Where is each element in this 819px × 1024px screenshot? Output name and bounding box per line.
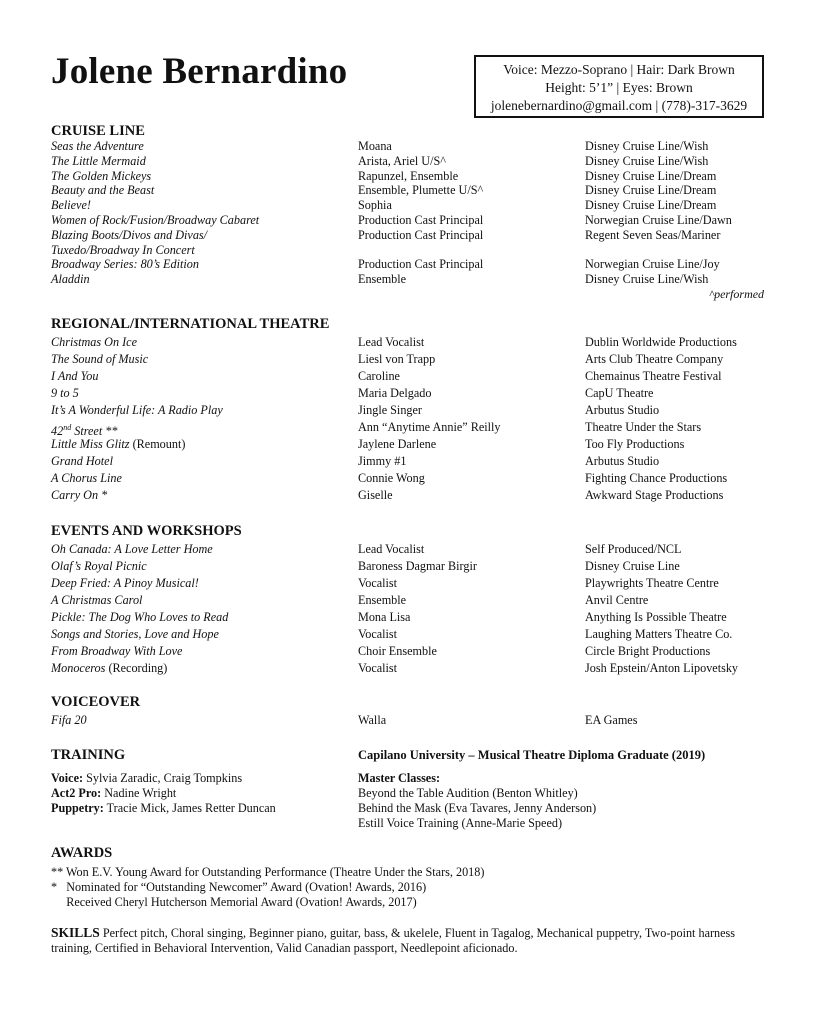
credit-company: Self Produced/NCL: [585, 542, 682, 556]
credit-row: [51, 198, 771, 213]
credit-company: Chemainus Theatre Festival: [585, 369, 722, 383]
training-school: Capilano University – Musical Theatre Diploma Graduate (2019): [358, 748, 706, 762]
credit-title: Songs and Stories, Love and Hope: [51, 627, 219, 641]
credit-row: [51, 576, 771, 591]
credit-company: Circle Bright Productions: [585, 644, 711, 658]
puppetry-label: Puppetry:: [51, 801, 104, 815]
credit-row: [51, 154, 771, 169]
credit-row: [51, 228, 771, 243]
credit-title: It’s A Wonderful Life: A Radio Play: [51, 403, 223, 417]
credit-title: Blazing Boots/Divos and Divas/: [51, 227, 208, 242]
credit-title: Olaf’s Royal Picnic: [51, 559, 147, 573]
credit-role: Ensemble, Plumette U/S^: [358, 183, 484, 198]
credit-title: Carry On *: [51, 488, 108, 502]
master-classes-label: Master Classes:: [358, 771, 441, 785]
credit-row: [51, 661, 771, 676]
credit-title: Believe!: [51, 198, 91, 213]
credit-row: [51, 139, 771, 154]
credit-company: Arbutus Studio: [585, 403, 660, 417]
master-class: Behind the Mask (Eva Tavares, Jenny Anderson): [358, 801, 597, 815]
credit-role: Vocalist: [358, 661, 398, 675]
credit-row: [51, 488, 771, 503]
credit-title: Christmas On Ice: [51, 335, 137, 349]
info-contact: jolenebernardino@gmail.com | (778)-317-3629: [490, 98, 748, 113]
credit-role: Arista, Ariel U/S^: [358, 153, 446, 168]
credit-role: Jingle Singer: [358, 403, 422, 417]
act-teacher: Nadine Wright: [104, 786, 177, 800]
credit-row: [51, 437, 771, 452]
credit-title: Oh Canada: A Love Letter Home: [51, 542, 213, 556]
credit-role: Ensemble: [358, 593, 407, 607]
section-heading-awards: AWARDS: [51, 845, 113, 861]
credit-company: Disney Cruise Line/Wish: [585, 153, 709, 168]
credit-title: Tuxedo/Broadway In Concert: [51, 242, 195, 257]
credit-title: 42nd Street **: [51, 423, 118, 439]
credit-row: [51, 352, 771, 367]
credit-role: Mona Lisa: [358, 610, 411, 624]
credit-title: A Chorus Line: [51, 471, 122, 485]
credit-title: The Sound of Music: [51, 352, 149, 366]
credit-company: Arbutus Studio: [585, 454, 660, 468]
credit-role: Choir Ensemble: [358, 644, 437, 658]
credit-company: Josh Epstein/Anton Lipovetsky: [585, 661, 739, 675]
section-heading-voiceover: VOICEOVER: [51, 694, 141, 710]
credit-company: EA Games: [585, 713, 638, 727]
credit-role: Maria Delgado: [358, 386, 432, 400]
award-item: Received Cheryl Hutcherson Memorial Award (Ovation! Awards, 2017): [51, 895, 417, 909]
award-item: * Nominated for “Outstanding Newcomer” Award (Ovation! Awards, 2016): [51, 880, 427, 894]
act-label: Act2 Pro:: [51, 786, 102, 800]
credit-company: Disney Cruise Line/Dream: [585, 183, 717, 198]
credit-role: Lead Vocalist: [358, 542, 425, 556]
performed-note: ^performed: [709, 287, 765, 301]
credit-company: Norwegian Cruise Line/Dawn: [585, 213, 732, 227]
credit-company: Disney Cruise Line/Wish: [585, 272, 709, 287]
credit-role: Production Cast Principal: [358, 227, 484, 242]
credit-company: Dublin Worldwide Productions: [585, 335, 737, 349]
credit-title: Aladdin: [51, 272, 90, 287]
credit-role: Vocalist: [358, 576, 398, 590]
personal-info-box: [474, 55, 764, 118]
credit-row: [51, 369, 771, 384]
credit-role: Jimmy #1: [358, 454, 407, 468]
credit-role: Walla: [358, 713, 387, 727]
credit-row: [51, 713, 771, 728]
credit-title: Fifa 20: [51, 713, 87, 727]
voice-label: Voice:: [51, 771, 84, 785]
skills-label: SKILLS: [51, 925, 100, 940]
training-teachers: [51, 771, 276, 816]
section-heading-cruise: CRUISE LINE: [51, 123, 145, 139]
section-heading-training: TRAINING: [51, 747, 126, 763]
credit-row: [51, 559, 771, 574]
master-class: Beyond the Table Audition (Benton Whitley): [358, 786, 578, 800]
credit-row: [51, 386, 771, 401]
credit-row: [51, 627, 771, 642]
award-item: ** Won E.V. Young Award for Outstanding Performance (Theatre Under the Stars, 2018): [51, 865, 485, 879]
credit-company: Awkward Stage Productions: [585, 488, 724, 502]
credit-row: [51, 257, 771, 272]
credit-role: Giselle: [358, 488, 393, 502]
credit-role: Production Cast Principal: [358, 257, 484, 272]
credit-role: Rapunzel, Ensemble: [358, 168, 459, 183]
credit-row: [51, 610, 771, 625]
voice-teachers: Sylvia Zaradic, Craig Tompkins: [86, 771, 243, 785]
credit-role: Lead Vocalist: [358, 335, 425, 349]
credit-title: Little Miss Glitz (Remount): [51, 437, 186, 451]
master-class: Estill Voice Training (Anne-Marie Speed): [358, 816, 563, 830]
credit-title: Deep Fried: A Pinoy Musical!: [51, 576, 199, 590]
credit-row: [51, 471, 771, 486]
credit-row: [51, 243, 771, 258]
credit-company: Too Fly Productions: [585, 437, 685, 451]
credit-company: Disney Cruise Line/Dream: [585, 198, 717, 213]
credit-company: CapU Theatre: [585, 386, 654, 400]
credit-row: [51, 272, 771, 287]
section-heading-events: EVENTS AND WORKSHOPS: [51, 523, 242, 539]
credit-role: Liesl von Trapp: [358, 352, 436, 366]
credit-company: Fighting Chance Productions: [585, 471, 728, 485]
credit-title: I And You: [51, 369, 99, 383]
credit-role: Baroness Dagmar Birgir: [358, 559, 477, 573]
credit-row: [51, 213, 771, 228]
credit-title: Monoceros (Recording): [51, 661, 168, 675]
credit-company: Anything Is Possible Theatre: [585, 610, 727, 624]
credit-row: [51, 454, 771, 469]
credit-company: Disney Cruise Line/Dream: [585, 168, 717, 183]
credit-title: Grand Hotel: [51, 454, 113, 468]
credit-title: Broadway Series: 80’s Edition: [51, 257, 199, 272]
credit-company: Arts Club Theatre Company: [585, 352, 724, 366]
credit-role: Vocalist: [358, 627, 398, 641]
credit-role: Caroline: [358, 369, 400, 383]
credit-row: [51, 183, 771, 198]
credit-role: Ann “Anytime Annie” Reilly: [358, 420, 501, 434]
credit-title: The Golden Mickeys: [51, 168, 152, 183]
credit-title: 9 to 5: [51, 386, 79, 400]
credit-company: Regent Seven Seas/Mariner: [585, 227, 721, 242]
credit-row: [51, 593, 771, 608]
credit-row: [51, 169, 771, 184]
credit-title: From Broadway With Love: [51, 644, 183, 658]
credit-role: Sophia: [358, 198, 392, 213]
resume-name: Jolene Bernardino: [51, 51, 348, 92]
info-voice-hair: Voice: Mezzo-Soprano | Hair: Dark Brown: [503, 62, 735, 77]
credit-title: The Little Mermaid: [51, 153, 146, 168]
credit-role: Jaylene Darlene: [358, 437, 437, 451]
awards-list: [51, 865, 484, 910]
credit-title: Women of Rock/Fusion/Broadway Cabaret: [51, 213, 260, 227]
credit-role: Production Cast Principal: [358, 213, 484, 227]
skills-text: Perfect pitch, Choral singing, Beginner piano, guitar, bass, & ukelele, Fluent in Tagalog, Mechanical puppetry, Two-point harness training, Certified in Behavioral Intervention, Valid Canadian passport, Needlepoint aficionado.: [51, 926, 736, 955]
credit-row: [51, 420, 771, 439]
credit-title: Beauty and the Beast: [51, 183, 155, 198]
skills-paragraph: [51, 925, 741, 956]
credit-company: Laughing Matters Theatre Co.: [585, 627, 733, 641]
info-height-eyes: Height: 5’1” | Eyes: Brown: [545, 80, 693, 95]
credit-company: Norwegian Cruise Line/Joy: [585, 257, 720, 272]
section-heading-regional: REGIONAL/INTERNATIONAL THEATRE: [51, 316, 330, 332]
credit-company: Disney Cruise Line/Wish: [585, 139, 709, 153]
credit-row: [51, 644, 771, 659]
credit-role: Moana: [358, 139, 392, 153]
credit-row: [51, 542, 771, 557]
credit-title: A Christmas Carol: [51, 593, 143, 607]
master-classes: [358, 771, 596, 831]
credit-title: Seas the Adventure: [51, 139, 144, 153]
credit-company: Theatre Under the Stars: [585, 420, 702, 434]
credit-company: Disney Cruise Line: [585, 559, 680, 573]
credit-role: Ensemble: [358, 272, 407, 287]
credit-role: Connie Wong: [358, 471, 425, 485]
credit-company: Anvil Centre: [585, 593, 649, 607]
credit-row: [51, 403, 771, 418]
credit-title: Pickle: The Dog Who Loves to Read: [51, 610, 229, 624]
credit-row: [51, 335, 771, 350]
credit-company: Playwrights Theatre Centre: [585, 576, 719, 590]
puppetry-teachers: Tracie Mick, James Retter Duncan: [106, 801, 276, 815]
